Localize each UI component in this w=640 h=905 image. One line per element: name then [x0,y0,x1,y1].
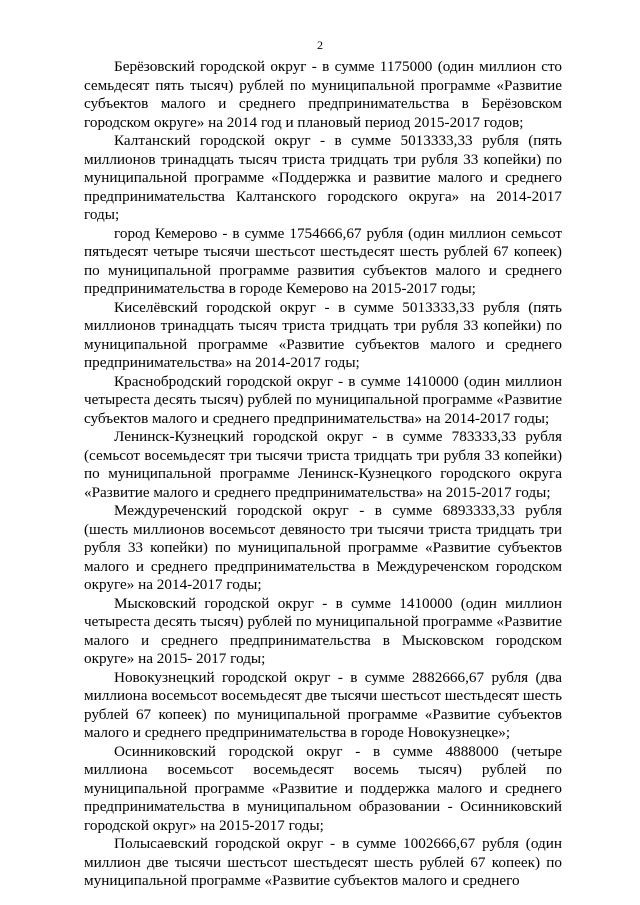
paragraph-myskovsky: Мысковский городской округ - в сумме 1410000 (один миллион четыреста десять тысяч) рублей по муниципальной программе «Развитие малого и среднего предпринимательства в Мысковском городском округе» на 2015- 2017 годы; [84,594,562,667]
paragraph-mezhdurechensky: Междуреченский городской округ - в сумме 6893333,33 рубля (шесть миллионов восемьсот девяносто три тысячи триста тридцать три рубля 33 копейки) по муниципальной программе «Развитие субъектов малого и среднего предпринимательства в Междуреченском городском округе» на 2014-2017 годы; [84,502,562,593]
paragraph-kaltansky: Калтанский городской округ - в сумме 5013333,33 рубля (пять миллионов тринадцать тысяч триста тридцать три рубля 33 копейки) по муниципальной программе «Поддержка и развитие малого и среднего предпринимательства Калтанского городского округа» на 2014-2017 годы; [84,132,562,223]
document-body [84,58,562,891]
paragraph-krasnobrodsky: Краснобродский городской округ - в сумме 1410000 (один миллион четыреста десять тысяч) рублей по муниципальной программе «Развитие субъектов малого и среднего предпринимательства» на 2014-2017 годы; [84,372,562,427]
paragraph-kiselevsky: Киселёвский городской округ - в сумме 5013333,33 рубля (пять миллионов тринадцать тысяч триста тридцать три рубля 33 копейки) по муниципальной программе «Развитие субъектов малого и среднего предпринимательства» на 2014-2017 годы; [84,298,562,371]
page-number: 2 [317,38,323,52]
paragraph-berezovsky: Берёзовский городской округ - в сумме 1175000 (один миллион сто семьдесят пять тысяч) рублей по муниципальной программе «Развитие субъектов малого и среднего предпринимательства в Берёзовском городском округе» на 2014 год и плановый период 2015-2017 годов; [84,58,562,131]
paragraph-osinnikovsky: Осинниковский городской округ - в сумме 4888000 (четыре миллиона восемьсот восемьдесят восемь тысяч) рублей по муниципальной программе «Развитие и поддержка малого и среднего предпринимательства в муниципальном образовании - Осинниковский городской округ» на 2015-2017 годы; [84,742,562,834]
paragraph-leninsk-kuznetsky: Ленинск-Кузнецкий городской округ - в сумме 783333,33 рубля (семьсот восемьдесят три тысячи триста тридцать три рубля 33 копейки) по муниципальной программе Ленинск-Кузнецкого городского округа «Развитие малого и среднего предпринимательства» на 2015-2017 годы; [84,428,562,501]
paragraph-kemerovo: город Кемерово - в сумме 1754666,67 рубля (один миллион семьсот пятьдесят четыре тысячи шестьсот шестьдесят шесть рублей 67 копеек) по муниципальной программе развития субъектов малого и среднего предпринимательства в городе Кемерово на 2015-2017 годы; [84,224,562,297]
paragraph-polysaevsky: Полысаевский городской округ - в сумме 1002666,67 рубля (один миллион две тысячи шестьсот шестьдесят шесть рублей 67 копеек) по муниципальной программе «Развитие субъектов малого и среднего [84,835,562,889]
paragraph-novokuznetsky: Новокузнецкий городской округ - в сумме 2882666,67 рубля (два миллиона восемьсот восемьдесят две тысячи шестьсот шестьдесят шесть рублей 67 копеек) по муниципальной программе «Развитие субъектов малого и среднего предпринимательства в городе Новокузнецке»; [84,668,562,741]
